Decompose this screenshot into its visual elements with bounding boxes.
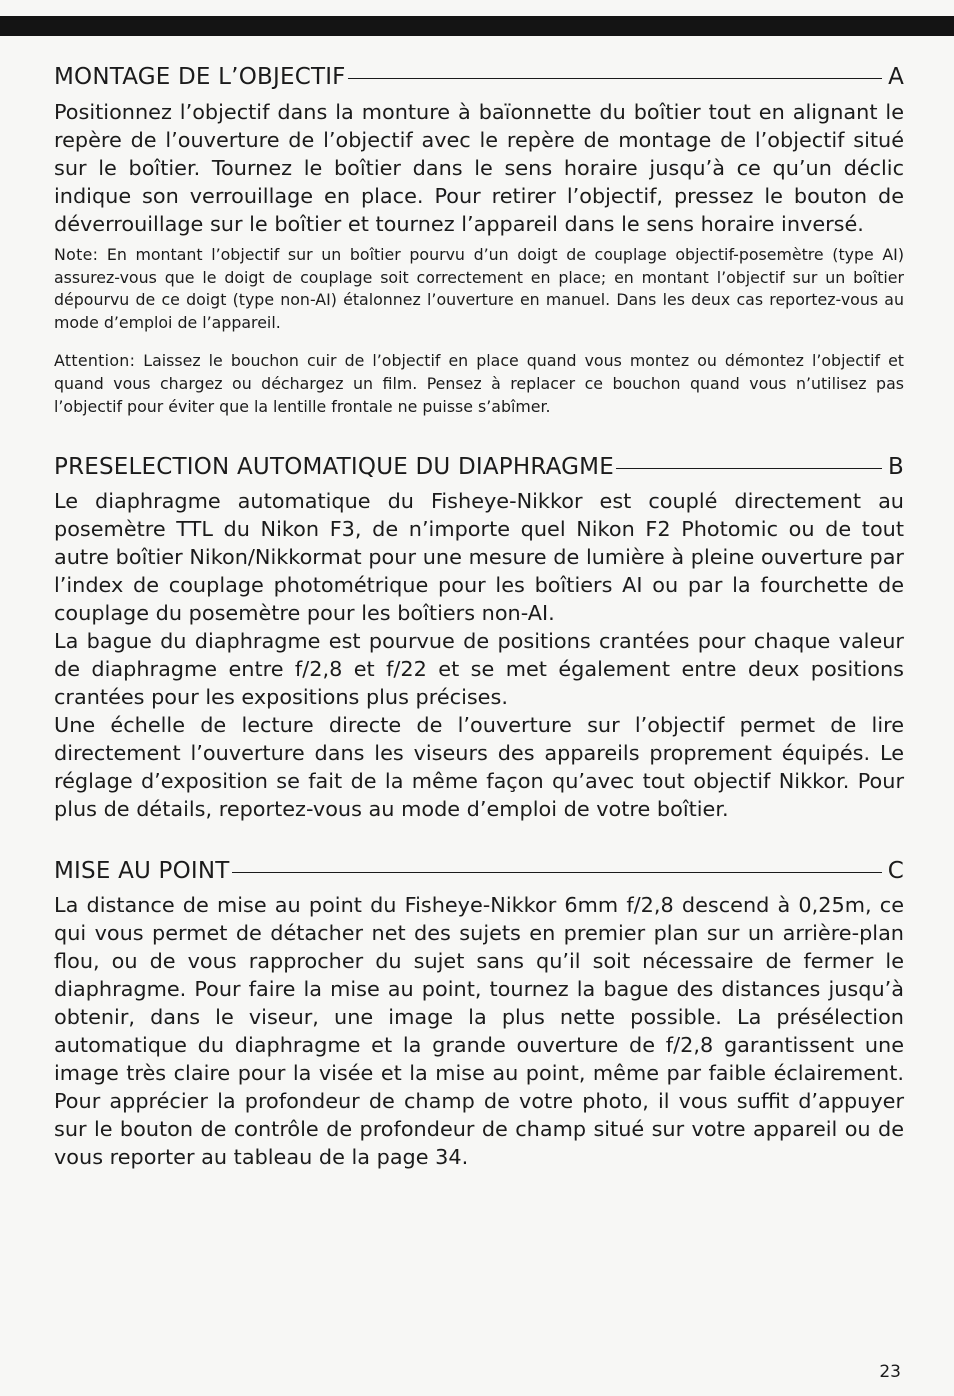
section-paragraph: Le diaphragme automatique du Fisheye-Nikkor est couplé directement au posemètre TTL du Nikon F3, de n’importe quel Nikon F2 Photomic ou de tout autre boîtier Nikon/Nikkormat pour une mesure de lumière à pleine ouverture par l’index de couplage photométrique pour les boîtiers AI ou par la fourchette de couplage du posemètre pour les boîtiers non-AI. [54, 489, 904, 626]
section-focusing [54, 854, 904, 1171]
attention-label: Attention: [54, 351, 136, 371]
note-block [54, 244, 904, 334]
attention-text: Laissez le bouchon cuir de l’objectif en place quand vous montez ou démontez l’objectif et quand vous chargez ou déchargez un film. Pensez à replacer ce bouchon quand vous n’utilisez pas l’objectif pour éviter que la lentille frontale ne puisse s’abîmer. [54, 351, 904, 416]
section-heading [54, 854, 904, 888]
page-content [54, 60, 904, 1171]
section-heading [54, 60, 904, 94]
section-auto-diaphragm [54, 450, 904, 823]
heading-rule [616, 468, 882, 469]
heading-rule [232, 872, 882, 873]
section-paragraph: Une échelle de lecture directe de l’ouverture sur l’objectif permet de lire directement l’ouverture dans les viseurs des appareils proprement équipés. Le réglage d’exposition se fait de la même façon qu’avec tout objectif Nikkor. Pour plus de détails, reportez-vous au mode d’emploi de votre boîtier. [54, 713, 904, 822]
attention-block [54, 350, 904, 418]
section-title: MISE AU POINT [54, 858, 230, 885]
section-lens-mounting [54, 60, 904, 418]
page-number: 23 [879, 1362, 901, 1382]
section-title: MONTAGE DE L’OBJECTIF [54, 64, 346, 90]
section-paragraph: Positionnez l’objectif dans la monture à baïonnette du boîtier tout en alignant le repère de l’ouverture de l’objectif avec le repère de montage de l’objectif situé sur le boîtier. Tournez le boîtier dans le sens horaire jusqu’à ce qu’un déclic indique son verrouillage en place. Pour retirer l’objectif, pressez le bouton de déverrouillage sur le boîtier et tournez l’appareil dans le sens horaire inversé. [54, 100, 904, 236]
section-paragraph: La distance de mise au point du Fisheye-Nikkor 6mm f/2,8 descend à 0,25m, ce qui vous permet de détacher net des sujets en premier plan sur un arrière-plan flou, ou de vous rapprocher du sujet sans qu’il soit nécessaire de fermer le diaphragme. Pour faire la mise au point, tournez la bague des distances jusqu’à obtenir, dans le viseur, une image la plus nette possible. La présélection automatique du diaphragme et la grande ouverture de f/2,8 garantissent une image très claire pour la visée et la mise au point, même par faible éclairement. Pour apprécier la profondeur de champ de votre photo, il vous suffit d’appuyer sur le bouton de contrôle de profondeur de champ situé sur votre appareil ou de vous reporter au tableau de la page 34. [54, 893, 904, 1170]
section-letter: A [888, 64, 904, 90]
section-letter: C [887, 858, 904, 885]
heading-rule [348, 78, 882, 79]
note-label: Note: [54, 245, 99, 264]
section-letter: B [888, 454, 904, 481]
section-title: PRESELECTION AUTOMATIQUE DU DIAPHRAGME [54, 454, 614, 481]
section-paragraph: La bague du diaphragme est pourvue de positions crantées pour chaque valeur de diaphragme entre f/2,8 et f/22 et se met également entre deux positions crantées pour les expositions plus précises. [54, 629, 904, 710]
section-heading [54, 450, 904, 484]
top-edge-bar [0, 16, 954, 36]
note-text: En montant l’objectif sur un boîtier pourvu d’un doigt de couplage objectif-posemètre (type AI) assurez-vous que le doigt de couplage soit correctement en place; en montant l’objectif sur un boîtier dépourvu de ce doigt (type non-AI) étalonnez l’ouverture en manuel. Dans les deux cas reportez-vous au mode d’emploi de l’appareil. [54, 245, 904, 332]
